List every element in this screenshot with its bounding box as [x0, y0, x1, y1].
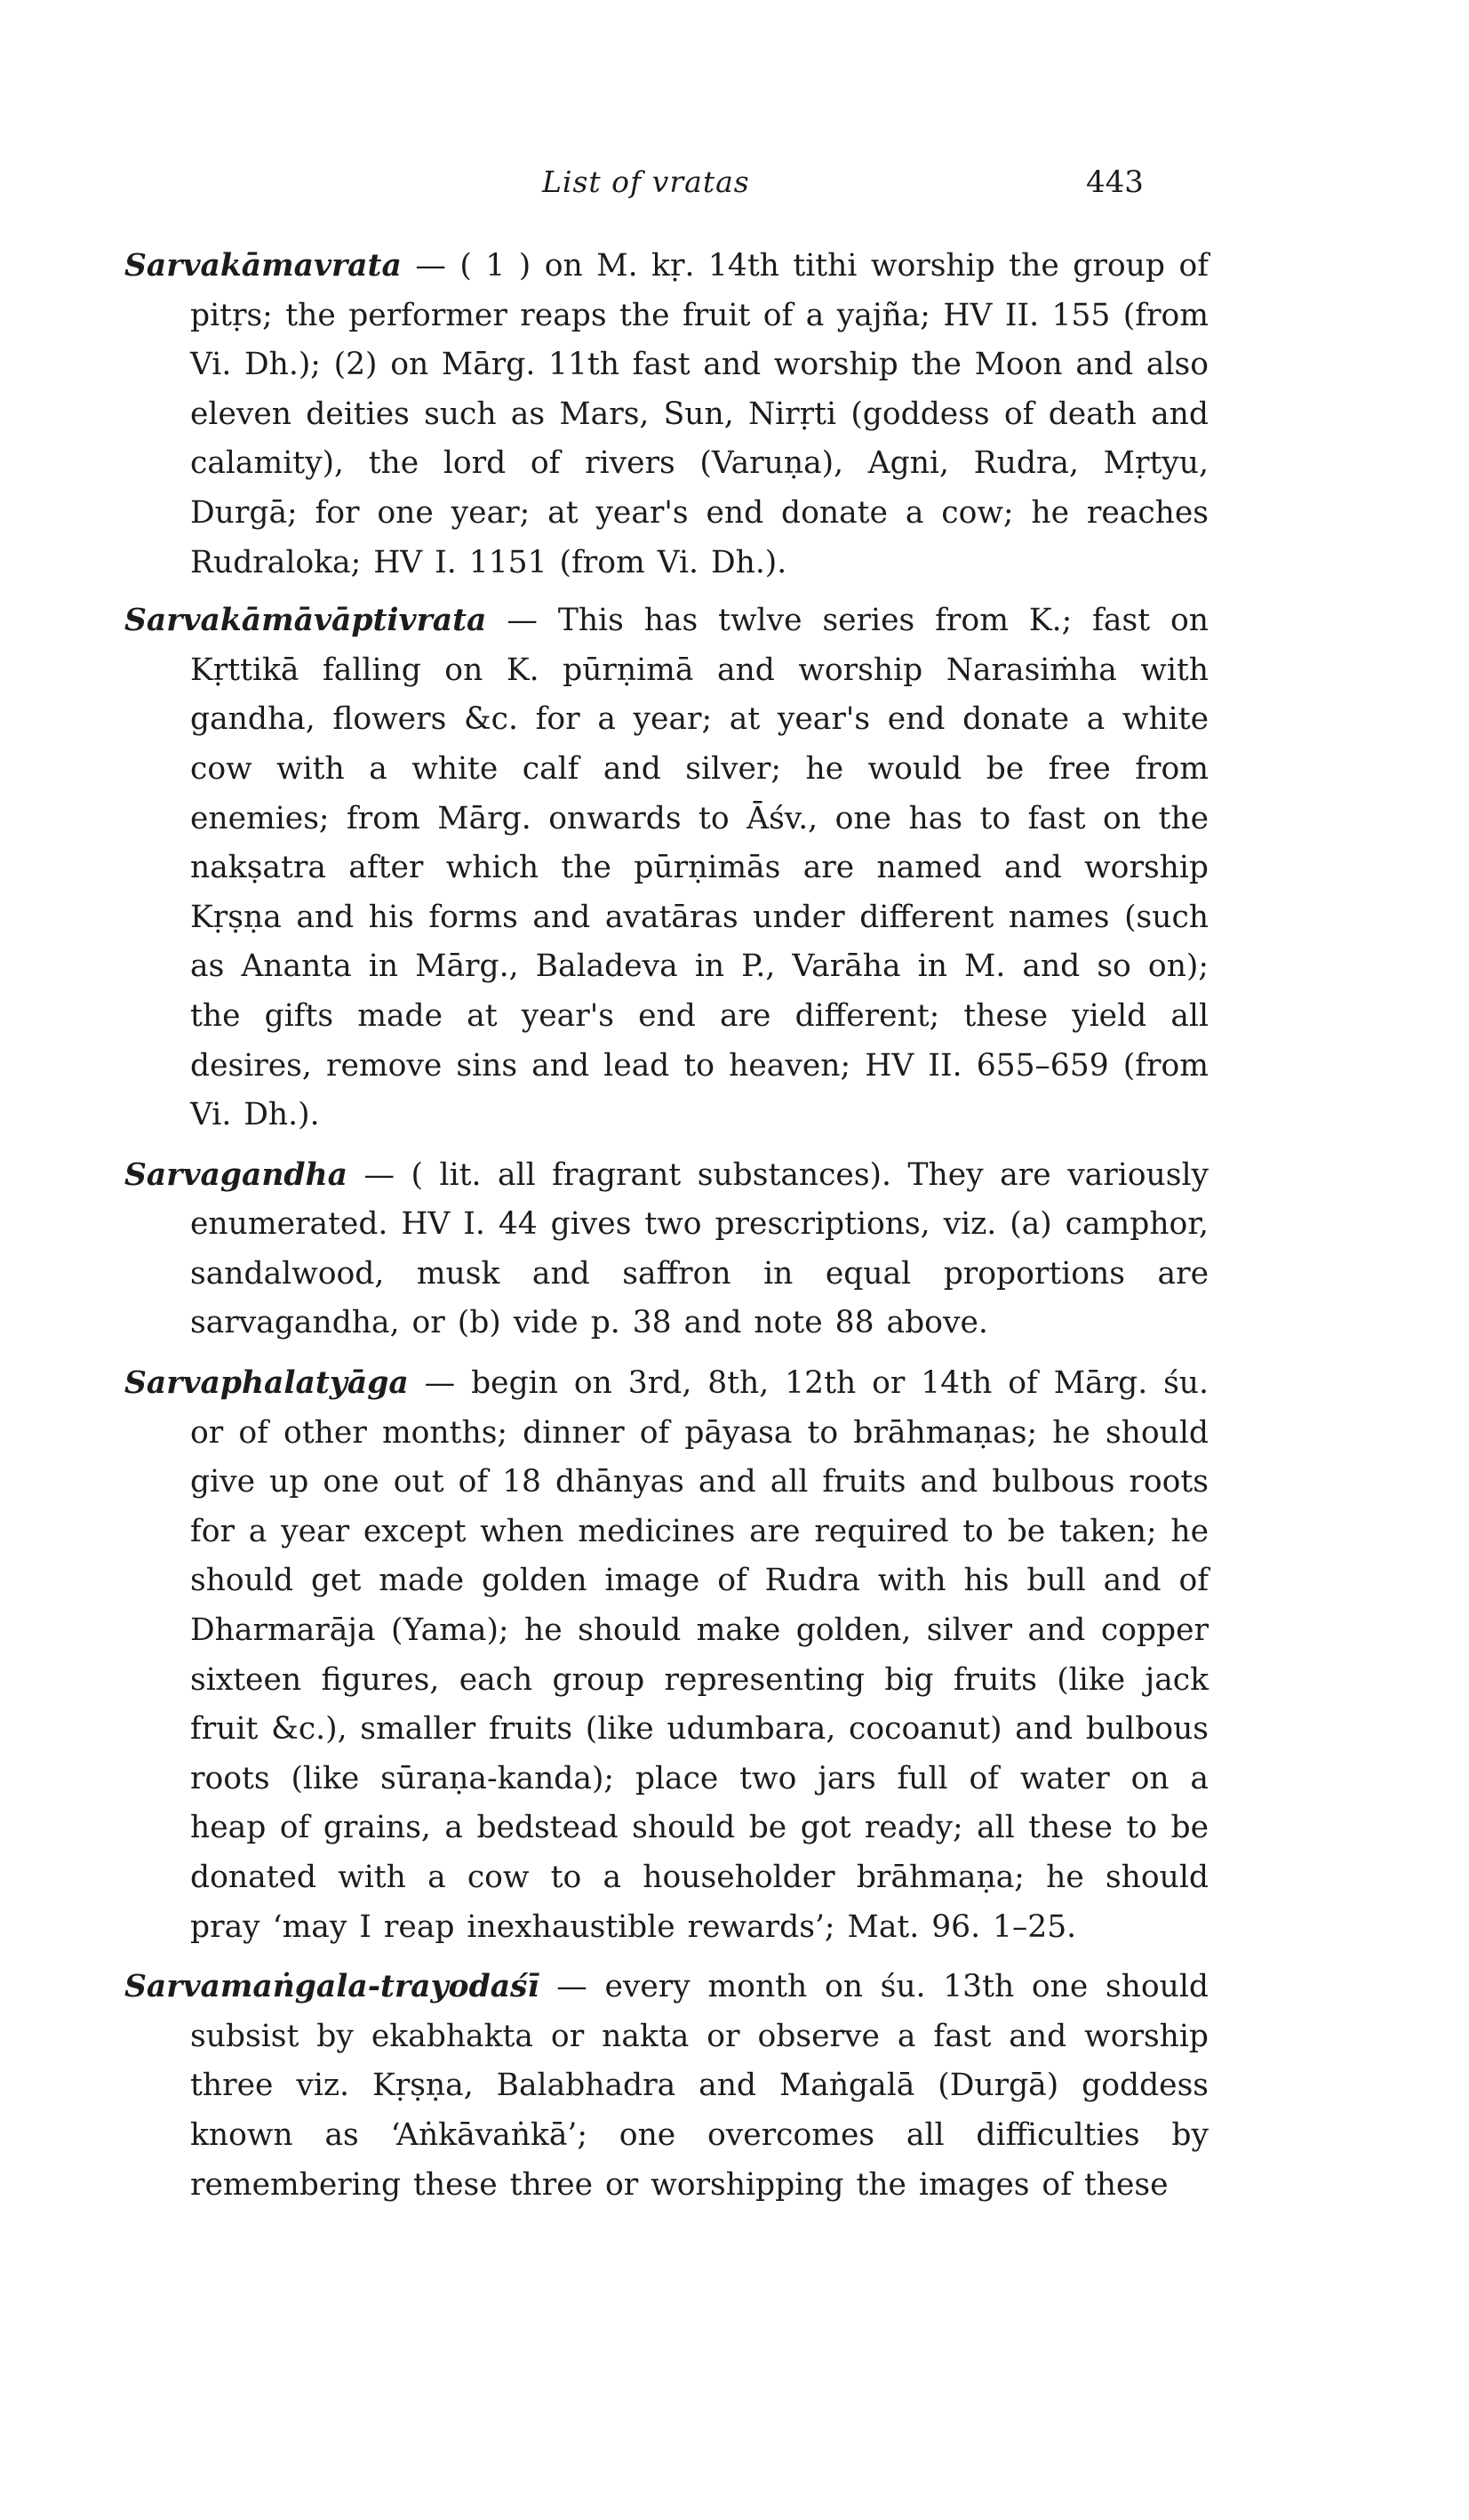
entry-sarvamangala-trayodasi: [124, 1963, 1209, 2210]
entry-text: every month on śu. 13th one should subsist by ekabhakta or nakta or observe a fast and worship three viz. Kṛṣṇa, Balabhadra and Maṅgalā (Durgā) goddess known as ‘Aṅkāvaṅkā’; one overcomes all difficulties by remembering these three or worshipping the images of these: [190, 1969, 1210, 2203]
page-number: 443: [1086, 164, 1144, 200]
running-title: List of vratas: [542, 164, 750, 199]
entry-sarvaphalatyaga: [124, 1359, 1209, 1952]
entry-headword: Sarvakāmavrata: [124, 248, 402, 284]
entry-separator: —: [486, 603, 558, 639]
entry-separator: —: [539, 1969, 605, 2005]
entry-separator: —: [408, 1365, 472, 1402]
entry-text: ( 1 ) on M. kṛ. 14th tithi worship the group of pitṛs; the performer reaps the fruit of a yajña; HV II. 155 (from Vi. Dh.); (2) on Mārg. 11th fast and worship the Moon and also eleven deities such as Mars, Sun, Nirṛti (goddess of death and calamity), the lord of rivers (Varuṇa), Agni, Rudra, Mṛtyu, Durgā; for one year; at year's end donate a cow; he reaches Rudraloka; HV I. 1151 (from Vi. Dh.).: [190, 248, 1209, 580]
running-header: [0, 164, 1469, 209]
entry-list: [124, 242, 1209, 2219]
entry-sarvakamavrata: [124, 242, 1209, 588]
entry-text: begin on 3rd, 8th, 12th or 14th of Mārg. śu. or of other months; dinner of pāyasa to brāhmaṇas; he should give up one out of 18 dhānyas and all fruits and bulbous roots for a year except when medicines are required to be taken; he should get made golden image of Rudra with his bull and of Dharmarāja (Yama); he should make golden, silver and copper sixteen figures, each group representing big fruits (like jack fruit &c.), smaller fruits (like udumbara, cocoanut) and bulbous roots (like sūraṇa-kanda); place two jars full of water on a heap of grains, a bedstead should be got ready; all these to be donated with a cow to a householder brāhmaṇa; he should pray ‘may I reap inexhaustible rewards’; Mat. 96. 1–25.: [190, 1365, 1209, 1945]
entry-headword: Sarvagandha: [124, 1156, 347, 1193]
entry-sarvakamavaptivrata: [124, 596, 1209, 1140]
entry-text: ( lit. all fragrant substances). They are variously enumerated. HV I. 44 gives two prescriptions, viz. (a) camphor, sandalwood, musk and saffron in equal proportions are sarvagandha, or (b) vide p. 38 and note 88 above.: [190, 1156, 1209, 1341]
entry-headword: Sarvaphalatyāga: [124, 1365, 409, 1402]
entry-sarvagandha: [124, 1151, 1209, 1348]
entry-separator: —: [347, 1156, 411, 1193]
entry-headword: Sarvakāmāvāptivrata: [124, 603, 487, 639]
entry-headword: Sarvamaṅgala-trayodaśī: [124, 1969, 539, 2005]
entry-separator: —: [401, 248, 460, 284]
entry-text: This has twlve series from K.; fast on Kṛttikā falling on K. pūrṇimā and worship Narasiṁha with gandha, flowers &c. for a year; at year's end donate a white cow with a white calf and silver; he would be free from enemies; from Mārg. onwards to Āśv., one has to fast on the nakṣatra after which the pūrṇimās are named and worship Kṛṣṇa and his forms and avatāras under different names (such as Ananta in Mārg., Baladeva in P., Varāha in M. and so on); the gifts made at year's end are different; these yield all desires, remove sins and lead to heaven; HV II. 655–659 (from Vi. Dh.).: [190, 603, 1210, 1133]
